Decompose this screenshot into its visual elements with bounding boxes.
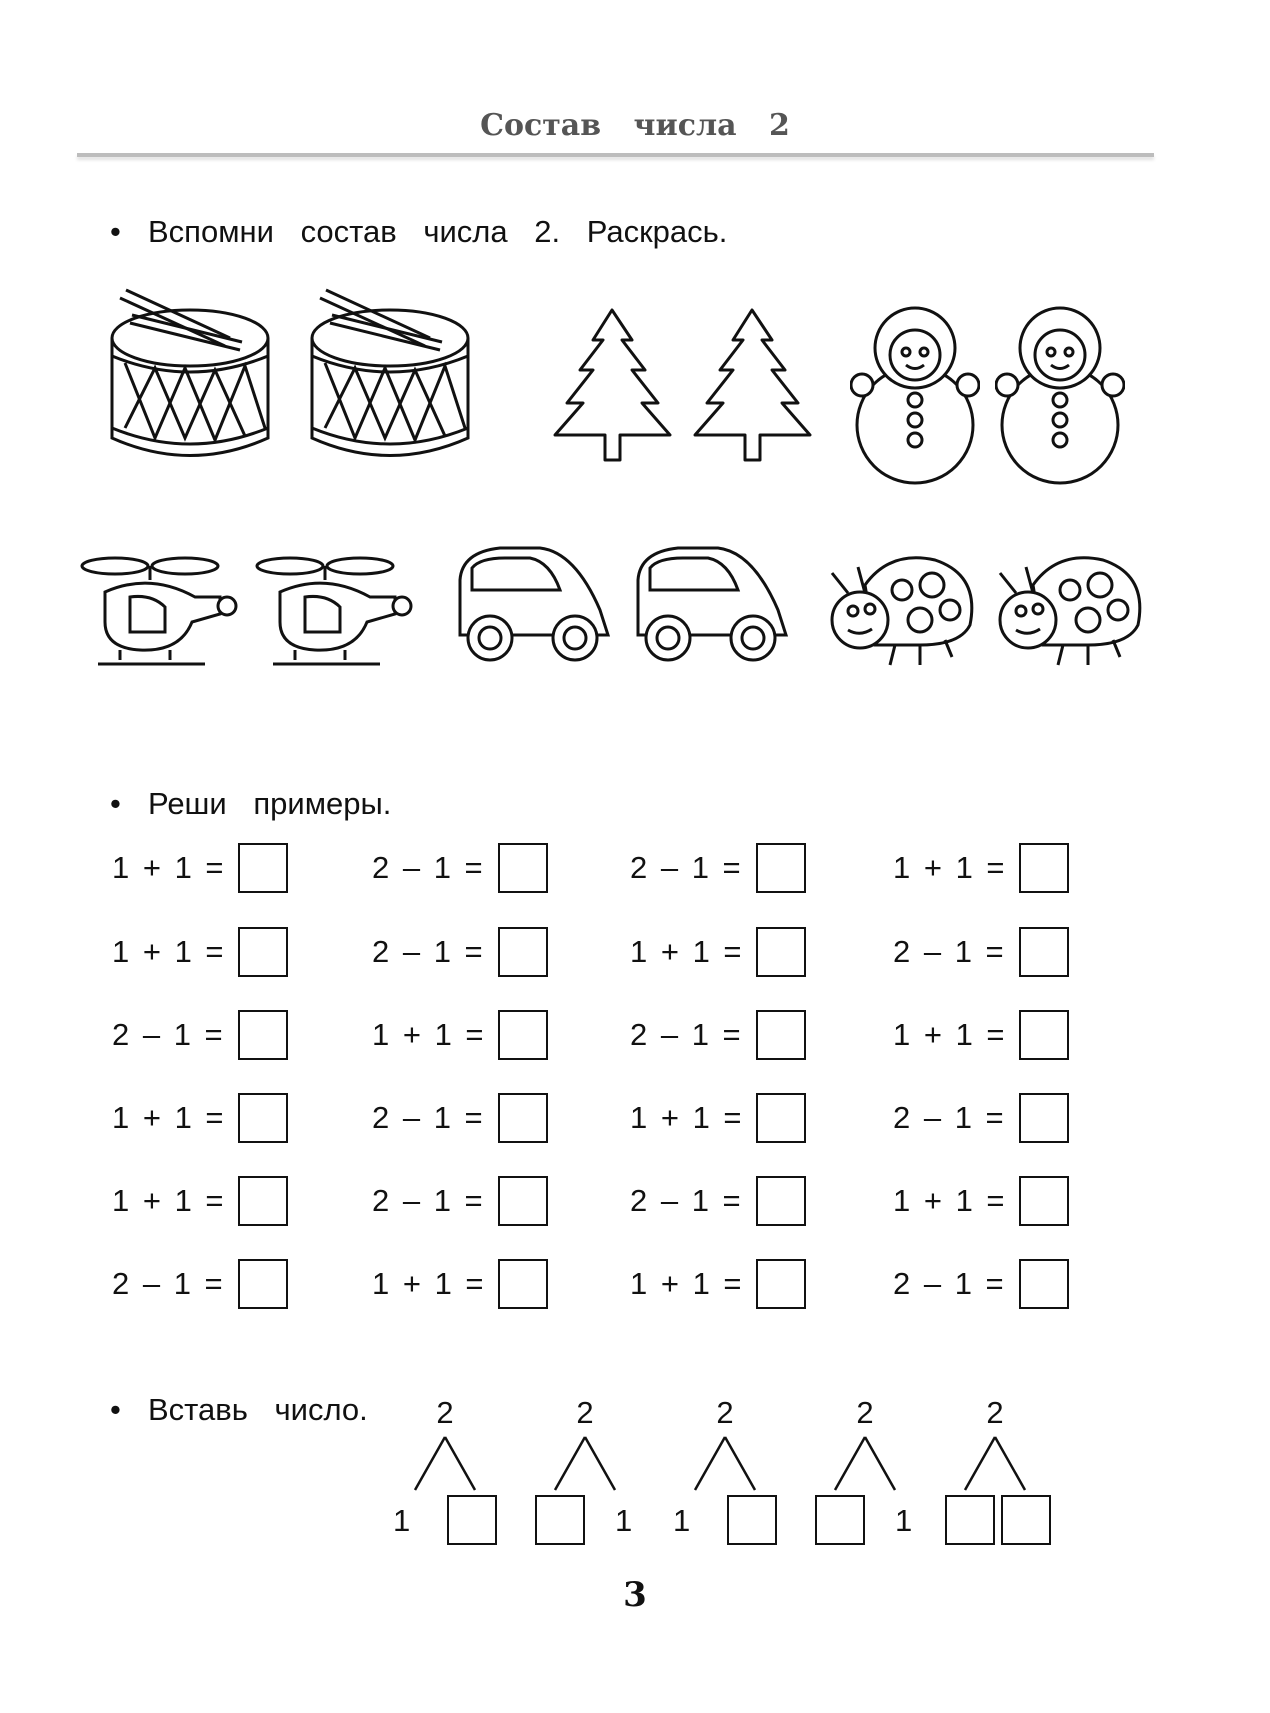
bullet: •	[110, 1392, 121, 1427]
tree-top-number: 2	[856, 1395, 874, 1430]
example-item	[112, 1009, 288, 1061]
answer-box[interactable]	[756, 1176, 806, 1226]
example-expression: 1 + 1 =	[630, 1100, 742, 1135]
example-expression: 2 – 1 =	[372, 850, 483, 885]
helicopter-icon[interactable]	[255, 552, 415, 672]
number-tree	[395, 1395, 555, 1545]
roly-poly-doll-icon[interactable]	[995, 300, 1125, 485]
example-item	[112, 1092, 288, 1144]
example-expression: 1 + 1 =	[372, 1017, 484, 1052]
example-expression: 2 – 1 =	[630, 1017, 741, 1052]
example-item	[630, 926, 806, 978]
example-item	[630, 1009, 806, 1061]
example-expression: 1 + 1 =	[893, 850, 1005, 885]
answer-box[interactable]	[498, 1010, 548, 1060]
example-item	[630, 842, 806, 894]
answer-box[interactable]	[1019, 1176, 1069, 1226]
answer-box[interactable]	[238, 843, 288, 893]
page-number: 3	[623, 1575, 647, 1615]
example-item	[630, 1092, 806, 1144]
drum-icon[interactable]	[100, 268, 280, 468]
tree-given-number: 1	[393, 1503, 411, 1538]
answer-box[interactable]	[1019, 927, 1069, 977]
helicopter-icon[interactable]	[80, 552, 240, 672]
page-title: Состав числа 2	[480, 108, 790, 143]
bullet: •	[110, 214, 121, 249]
answer-box[interactable]	[1019, 1010, 1069, 1060]
answer-box[interactable]	[238, 1010, 288, 1060]
example-item	[893, 842, 1069, 894]
task-solve-text: Реши примеры.	[148, 786, 392, 821]
car-icon[interactable]	[628, 540, 793, 665]
tree-branches	[675, 1395, 835, 1505]
example-expression: 2 – 1 =	[893, 1100, 1004, 1135]
example-expression: 2 – 1 =	[372, 934, 483, 969]
fir-tree-icon[interactable]	[550, 305, 675, 465]
number-tree	[945, 1395, 1105, 1545]
tree-top-number: 2	[576, 1395, 594, 1430]
example-item	[630, 1258, 806, 1310]
answer-box[interactable]	[1019, 1093, 1069, 1143]
answer-box[interactable]	[498, 1093, 548, 1143]
ladybug-icon[interactable]	[988, 545, 1148, 670]
answer-box[interactable]	[238, 1093, 288, 1143]
task-color-instruction	[110, 214, 727, 250]
answer-box[interactable]	[498, 843, 548, 893]
example-expression: 2 – 1 =	[372, 1100, 483, 1135]
tree-branches	[535, 1395, 695, 1505]
example-expression: 1 + 1 =	[630, 1266, 742, 1301]
answer-box[interactable]	[498, 1176, 548, 1226]
task-color-text: Вспомни состав числа 2. Раскрась.	[148, 214, 728, 249]
example-item	[112, 842, 288, 894]
example-item	[112, 1258, 288, 1310]
answer-box[interactable]	[498, 927, 548, 977]
example-item	[630, 1175, 806, 1227]
tree-answer-box[interactable]	[1001, 1495, 1051, 1545]
example-expression: 2 – 1 =	[112, 1266, 223, 1301]
roly-poly-doll-icon[interactable]	[850, 300, 980, 485]
answer-box[interactable]	[756, 927, 806, 977]
example-item	[372, 842, 548, 894]
tree-answer-box[interactable]	[945, 1495, 995, 1545]
example-item	[893, 1092, 1069, 1144]
car-icon[interactable]	[450, 540, 615, 665]
answer-box[interactable]	[756, 843, 806, 893]
example-item	[372, 1258, 548, 1310]
example-item	[112, 1175, 288, 1227]
example-item	[372, 1009, 548, 1061]
tree-answer-box[interactable]	[535, 1495, 585, 1545]
example-expression: 2 – 1 =	[372, 1183, 483, 1218]
example-expression: 1 + 1 =	[893, 1183, 1005, 1218]
tree-branches	[395, 1395, 555, 1505]
task-insert-instruction	[110, 1392, 368, 1428]
task-insert-text: Вставь число.	[148, 1392, 368, 1427]
number-tree	[675, 1395, 835, 1545]
example-expression: 2 – 1 =	[630, 1183, 741, 1218]
tree-top-number: 2	[436, 1395, 454, 1430]
example-item	[893, 1175, 1069, 1227]
tree-answer-box[interactable]	[727, 1495, 777, 1545]
example-item	[893, 1258, 1069, 1310]
tree-given-number: 1	[895, 1503, 913, 1538]
answer-box[interactable]	[1019, 1259, 1069, 1309]
example-expression: 2 – 1 =	[893, 1266, 1004, 1301]
answer-box[interactable]	[756, 1259, 806, 1309]
answer-box[interactable]	[756, 1093, 806, 1143]
example-item	[372, 1092, 548, 1144]
answer-box[interactable]	[238, 1259, 288, 1309]
tree-given-number: 1	[673, 1503, 691, 1538]
answer-box[interactable]	[756, 1010, 806, 1060]
example-expression: 1 + 1 =	[630, 934, 742, 969]
fir-tree-icon[interactable]	[690, 305, 815, 465]
answer-box[interactable]	[238, 927, 288, 977]
answer-box[interactable]	[238, 1176, 288, 1226]
example-expression: 2 – 1 =	[630, 850, 741, 885]
bullet: •	[110, 786, 121, 821]
example-expression: 1 + 1 =	[112, 850, 224, 885]
example-item	[372, 926, 548, 978]
tree-given-number: 1	[615, 1503, 633, 1538]
example-expression: 1 + 1 =	[112, 1183, 224, 1218]
title-underline	[77, 153, 1154, 157]
answer-box[interactable]	[498, 1259, 548, 1309]
tree-branches	[945, 1395, 1105, 1505]
tree-answer-box[interactable]	[815, 1495, 865, 1545]
example-item	[893, 1009, 1069, 1061]
example-expression: 1 + 1 =	[112, 1100, 224, 1135]
number-tree	[535, 1395, 695, 1545]
task-solve-instruction	[110, 786, 391, 822]
example-item	[372, 1175, 548, 1227]
example-expression: 1 + 1 =	[372, 1266, 484, 1301]
example-expression: 1 + 1 =	[893, 1017, 1005, 1052]
example-item	[893, 926, 1069, 978]
example-expression: 2 – 1 =	[893, 934, 1004, 969]
tree-top-number: 2	[716, 1395, 734, 1430]
tree-answer-box[interactable]	[447, 1495, 497, 1545]
example-expression: 1 + 1 =	[112, 934, 224, 969]
example-expression: 2 – 1 =	[112, 1017, 223, 1052]
drum-icon[interactable]	[300, 268, 480, 468]
example-item	[112, 926, 288, 978]
tree-top-number: 2	[986, 1395, 1004, 1430]
answer-box[interactable]	[1019, 843, 1069, 893]
ladybug-icon[interactable]	[820, 545, 980, 670]
